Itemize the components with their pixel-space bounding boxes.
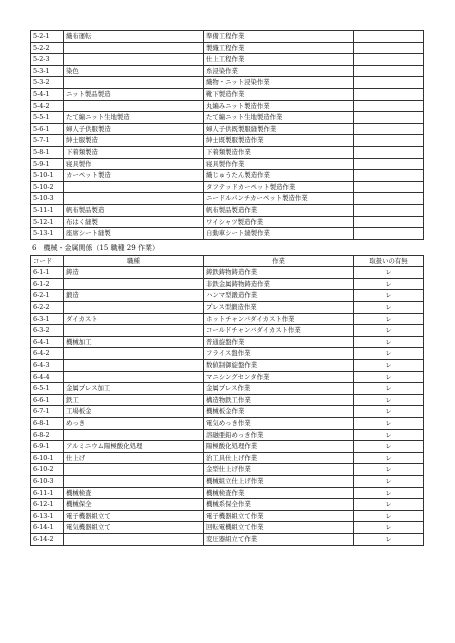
row-code: 6-2-2 [31,302,64,314]
row-task: 陽極酸化処理作業 [204,441,354,453]
row-handling [354,54,424,66]
row-occupation [64,429,204,441]
row-task: 織じゅうたん製造作業 [204,170,354,182]
row-occupation [64,100,204,112]
row-handling: レ [354,383,424,395]
row-code: 5-5-1 [31,112,64,124]
row-task: マニシングセンタ作業 [204,371,354,383]
machinery-occupation-table [30,255,424,546]
row-task: 帆布製品製造作業 [204,204,354,216]
header-code: コード [31,255,64,267]
row-handling: レ [354,371,424,383]
row-code: 6-8-1 [31,418,64,430]
row-task: 回転電機組立て作業 [204,522,354,534]
row-handling: レ [354,278,424,290]
row-handling [354,158,424,170]
row-code: 6-10-2 [31,464,64,476]
row-occupation: ダイカスト [64,313,204,325]
row-handling: レ [354,441,424,453]
row-handling: レ [354,336,424,348]
row-code: 5-10-1 [31,170,64,182]
table-row [31,88,424,100]
row-code: 6-10-3 [31,475,64,487]
row-handling: レ [354,522,424,534]
row-occupation: 布はく縫製 [64,216,204,228]
row-code: 6-2-1 [31,290,64,302]
row-handling: レ [354,452,424,464]
table-row [31,216,424,228]
row-code: 6-5-1 [31,383,64,395]
row-task: 普通旋盤作業 [204,336,354,348]
row-occupation: たて編ニット生地製造 [64,112,204,124]
row-code: 6-12-1 [31,499,64,511]
row-handling: レ [354,533,424,545]
row-occupation [64,181,204,193]
table-row [31,475,424,487]
row-handling: レ [354,267,424,279]
row-code: 6-8-2 [31,429,64,441]
section-heading: 6 機械・金属関係（15 職種 29 作業） [32,243,159,252]
textile-table-body [31,31,424,240]
row-handling: レ [354,394,424,406]
table-header [31,255,424,267]
row-occupation: 寝具製作 [64,158,204,170]
table-row [31,533,424,545]
row-handling: レ [354,360,424,372]
row-task: 溶融亜鉛めっき作業 [204,429,354,441]
table-row [31,65,424,77]
table-row [31,394,424,406]
table-row [31,302,424,314]
row-occupation: 鋳造 [64,267,204,279]
row-task: フライス盤作業 [204,348,354,360]
row-occupation [64,77,204,89]
document-page [30,30,424,546]
row-code: 6-1-1 [31,267,64,279]
row-occupation: 仕上げ [64,452,204,464]
table-row [31,228,424,240]
row-task: 鋳鉄鋳物鋳造作業 [204,267,354,279]
row-code: 5-2-1 [31,31,64,43]
row-occupation: 織布運転 [64,31,204,43]
row-code: 6-7-1 [31,406,64,418]
row-handling [354,216,424,228]
row-code: 5-3-1 [31,65,64,77]
row-code: 5-9-1 [31,158,64,170]
row-code: 5-4-2 [31,100,64,112]
row-occupation: 座席シート縫製 [64,228,204,240]
row-handling [354,135,424,147]
row-occupation: カーペット製造 [64,170,204,182]
row-code: 6-14-2 [31,533,64,545]
row-handling [354,112,424,124]
row-occupation [64,42,204,54]
row-occupation: アルミニウム陽極酸化処理 [64,441,204,453]
row-occupation [64,533,204,545]
row-code: 5-11-1 [31,204,64,216]
row-occupation: 染色 [64,65,204,77]
row-task: 金属プレス作業 [204,383,354,395]
row-task: ニードルパンチカーペット製造作業 [204,193,354,205]
row-code: 5-13-1 [31,228,64,240]
row-task: 下着類製造作業 [204,146,354,158]
table-row [31,336,424,348]
row-handling [354,100,424,112]
row-handling [354,31,424,43]
table-row [31,278,424,290]
row-task: 機械検査作業 [204,487,354,499]
row-handling [354,204,424,216]
row-code: 6-4-4 [31,371,64,383]
row-task: 機械系保全作業 [204,499,354,511]
row-occupation [64,371,204,383]
header-handling: 取扱いの有無 [354,255,424,267]
row-task: ホットチャンバダイカスト作業 [204,313,354,325]
row-task: 織物・ニット浸染作業 [204,77,354,89]
table-row [31,135,424,147]
table-row [31,170,424,182]
row-occupation [64,325,204,337]
row-code: 5-10-2 [31,181,64,193]
row-task: 非鉄金属鋳物鋳造作業 [204,278,354,290]
table-row [31,112,424,124]
row-task: 構造物鉄工作業 [204,394,354,406]
row-task: 電子機器組立て作業 [204,510,354,522]
row-occupation: 下着類製造 [64,146,204,158]
row-task: 変圧器組立て作業 [204,533,354,545]
table-row [31,406,424,418]
row-code: 5-7-1 [31,135,64,147]
row-handling: レ [354,429,424,441]
table-row [31,522,424,534]
table-row [31,158,424,170]
row-code: 6-13-1 [31,510,64,522]
textile-occupation-table [30,30,424,240]
row-occupation [64,278,204,290]
row-occupation: 機械加工 [64,336,204,348]
row-task: 機械板金作業 [204,406,354,418]
table-row [31,100,424,112]
table-row [31,42,424,54]
row-handling [354,65,424,77]
row-task: 紳士既製服製造作業 [204,135,354,147]
row-occupation: 電気機器組立て [64,522,204,534]
row-code: 5-12-1 [31,216,64,228]
row-handling: レ [354,487,424,499]
row-task: 自動車シート縫製作業 [204,228,354,240]
row-code: 6-3-1 [31,313,64,325]
table-row [31,441,424,453]
row-occupation [64,348,204,360]
row-task: 寝具製作作業 [204,158,354,170]
row-task: 準備工程作業 [204,31,354,43]
row-occupation: 婦人子供服製造 [64,123,204,135]
row-code: 5-4-1 [31,88,64,100]
row-handling [354,193,424,205]
table-row [31,487,424,499]
table-row [31,360,424,372]
row-task: ワイシャツ製造作業 [204,216,354,228]
table-row [31,146,424,158]
table-row [31,54,424,66]
row-occupation [64,360,204,372]
row-task: 金型仕上げ作業 [204,464,354,476]
table-row [31,181,424,193]
table-row [31,267,424,279]
row-handling [354,123,424,135]
row-handling: レ [354,510,424,522]
row-code: 5-3-2 [31,77,64,89]
header-task: 作業 [204,255,354,267]
row-handling: レ [354,406,424,418]
row-code: 6-4-2 [31,348,64,360]
table-row [31,348,424,360]
table-row [31,31,424,43]
row-occupation [64,464,204,476]
row-task: 仕上工程作業 [204,54,354,66]
row-occupation: ニット製品製造 [64,88,204,100]
row-task: たて編ニット生地製造作業 [204,112,354,124]
row-task: タフテッドカーペット製造作業 [204,181,354,193]
table-row [31,123,424,135]
row-occupation: 帆布製品製造 [64,204,204,216]
row-task: プレス型鍛造作業 [204,302,354,314]
row-occupation: めっき [64,418,204,430]
table-row [31,325,424,337]
row-handling [354,228,424,240]
row-occupation: 工場板金 [64,406,204,418]
table-row [31,193,424,205]
row-handling: レ [354,348,424,360]
machinery-table-body [31,267,424,545]
row-code: 5-6-1 [31,123,64,135]
row-code: 5-10-3 [31,193,64,205]
row-task: ハンマ型鍛造作業 [204,290,354,302]
row-occupation: 電子機器組立て [64,510,204,522]
table-row [31,499,424,511]
row-code: 6-3-2 [31,325,64,337]
row-occupation: 機械検査 [64,487,204,499]
table-row [31,383,424,395]
row-code: 5-2-2 [31,42,64,54]
row-code: 6-6-1 [31,394,64,406]
table-row [31,77,424,89]
row-occupation: 紳士服製造 [64,135,204,147]
row-handling [354,42,424,54]
row-occupation: 金属プレス加工 [64,383,204,395]
row-occupation [64,193,204,205]
table-row [31,290,424,302]
row-task: 治工具仕上げ作業 [204,452,354,464]
row-occupation: 鍛造 [64,290,204,302]
row-task: 丸編みニット製造作業 [204,100,354,112]
row-handling [354,170,424,182]
table-row [31,204,424,216]
table-row [31,429,424,441]
row-handling [354,181,424,193]
row-code: 6-14-1 [31,522,64,534]
row-task: 糸浸染作業 [204,65,354,77]
row-occupation [64,302,204,314]
row-handling [354,77,424,89]
row-occupation: 機械保全 [64,499,204,511]
table-row [31,452,424,464]
row-handling: レ [354,499,424,511]
row-code: 5-8-1 [31,146,64,158]
table-row [31,371,424,383]
table-row [31,464,424,476]
row-handling: レ [354,464,424,476]
row-code: 6-11-1 [31,487,64,499]
row-occupation: 鉄工 [64,394,204,406]
table-row [31,313,424,325]
row-task: 機械組立仕上げ作業 [204,475,354,487]
row-handling [354,146,424,158]
row-code: 5-2-3 [31,54,64,66]
header-occupation: 職種 [64,255,204,267]
row-task: 婦人子供既製服縫製作業 [204,123,354,135]
row-handling: レ [354,418,424,430]
row-handling: レ [354,313,424,325]
row-task: コールドチャンバダイカスト作業 [204,325,354,337]
table-row [31,418,424,430]
row-task: 製織工程作業 [204,42,354,54]
row-task: 電気めっき作業 [204,418,354,430]
row-handling: レ [354,475,424,487]
row-handling: レ [354,325,424,337]
row-task: 靴下製造作業 [204,88,354,100]
header-row [31,255,424,267]
row-occupation [64,475,204,487]
row-task: 数値制御旋盤作業 [204,360,354,372]
row-code: 6-1-2 [31,278,64,290]
row-code: 6-4-1 [31,336,64,348]
row-occupation [64,54,204,66]
row-code: 6-9-1 [31,441,64,453]
row-handling: レ [354,302,424,314]
table-row [31,510,424,522]
row-code: 6-4-3 [31,360,64,372]
row-handling [354,88,424,100]
row-handling: レ [354,290,424,302]
row-code: 6-10-1 [31,452,64,464]
